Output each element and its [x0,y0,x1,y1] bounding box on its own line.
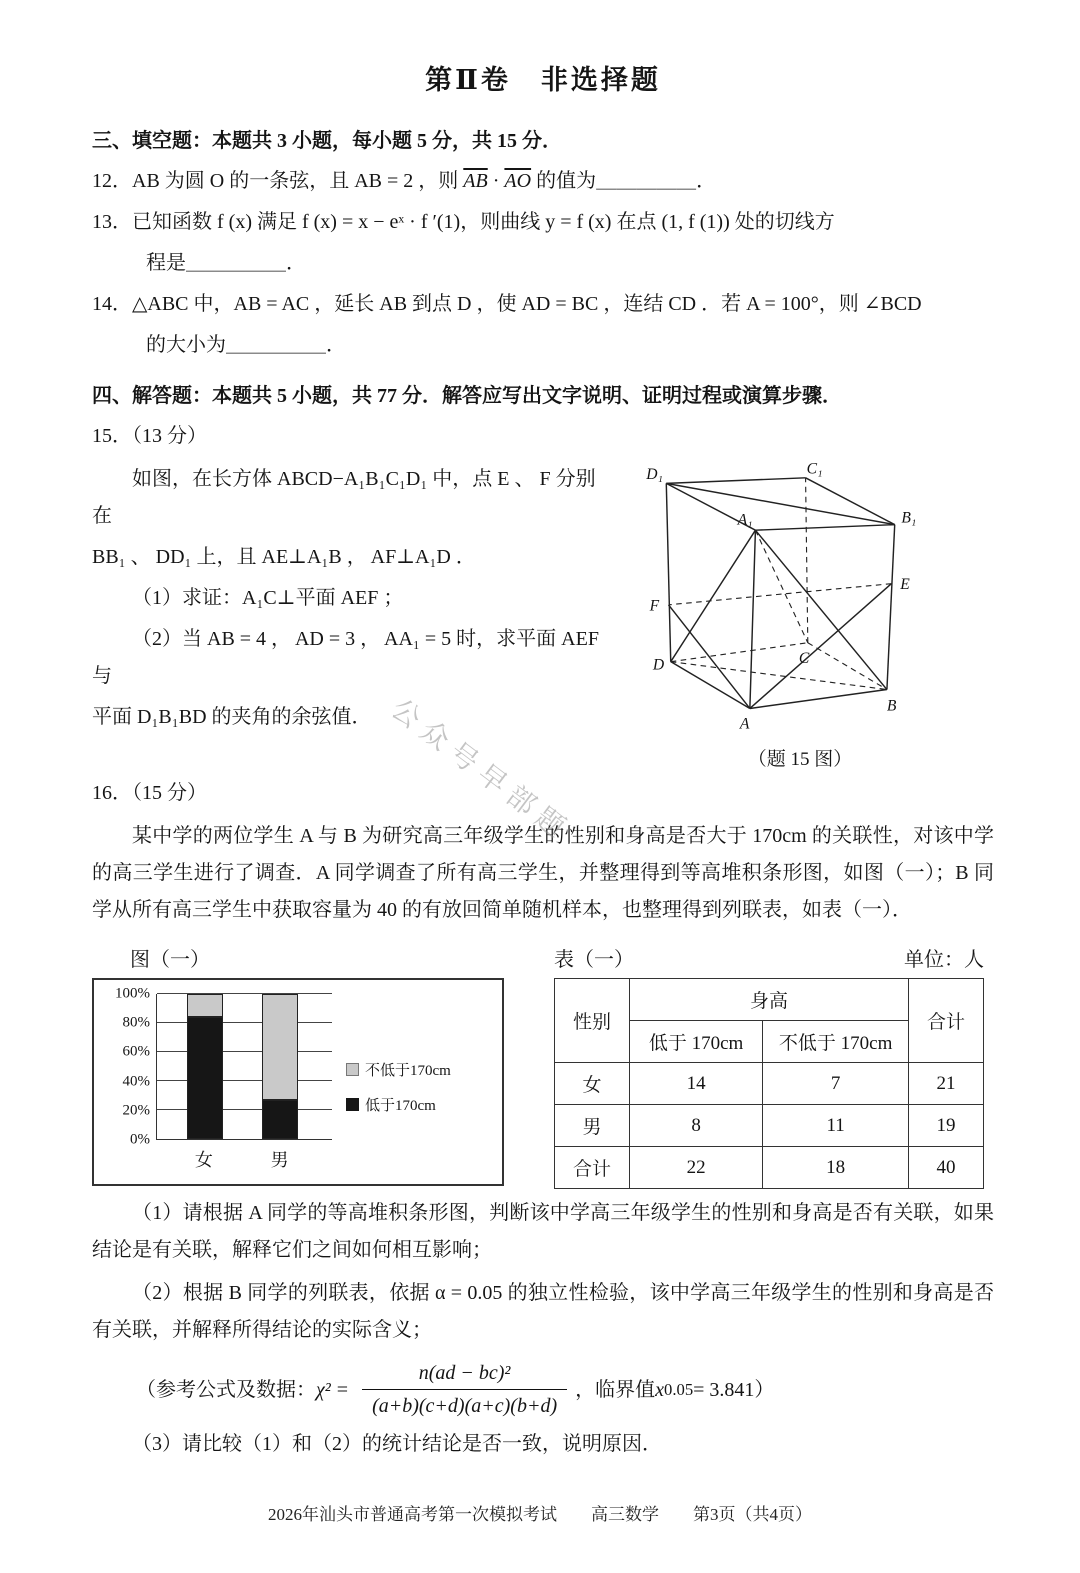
gridline [157,993,332,994]
fraction-denominator: (a+b)(c+d)(a+c)(b+d) [362,1389,567,1420]
table-row-male [555,1105,984,1147]
legend-label: 不低于170cm [365,1063,451,1079]
gridline [157,1109,332,1110]
formula-mid: ，临界值 [575,1378,656,1401]
vector-ao: $\overline{AO}$ [504,170,532,192]
q12-text-post: 的值为 [531,170,597,192]
table-title: 表（一） [554,949,634,971]
cell-female-label: 女 [555,1063,630,1105]
header-above-170: 不低于 170cm [763,1021,909,1063]
vertex-label-c1: C₁ [806,461,823,478]
fraction-numerator: n(ad − bc)² [418,1362,511,1384]
cell-female-low: 14 [629,1063,762,1105]
cell-male-high: 11 [763,1105,909,1147]
header-total: 合计 [909,979,984,1063]
section-3-desc: 本题共 3 小题，每小题 5 分，共 15 分． [212,130,562,152]
cell-male-low: 8 [629,1105,762,1147]
header-height: 身高 [629,979,908,1021]
page-footer: 2026年汕头市普通高考第一次模拟考试 高三数学 第3页（共4页） [268,1505,812,1524]
y-tick: 80% [122,1014,150,1031]
question-16-intro: 某中学的两位学生 A 与 B 为研究高三年级学生的性别和身高是否大于 170cm 的关联性，对该中学的高三学生进行了调查．A 同学调查了所有高三学生，并整理得到等高堆积条形图，如图（一）；B 同学从所有高三学生中获取容量为 40 的有放回简单随机样本，也整理得到列联表，如表（一）． [92,825,994,921]
reference-formula [136,1359,994,1420]
table-caption-row [554,943,984,972]
q16-part1: （1）请根据 A 同学的等高堆积条形图，判断该中学高三年级学生的性别和身高是否有关联，如果结论是有关联，解释它们之间如何相互影响； [92,1202,994,1261]
table-row-female [555,1063,984,1105]
gridline [157,1080,332,1081]
bar-segment [262,994,298,1100]
legend-label: 低于170cm [365,1098,436,1114]
page-title: 第Ⅱ卷 非选择题 [425,65,661,95]
cell-female-high: 7 [763,1063,909,1105]
q12-period: ． [696,170,717,192]
section-3-label: 三、填空题： [92,130,212,152]
legend-item [346,1059,451,1080]
section-solutions [92,378,994,1463]
q12-text: 12．AB 为圆 O 的一条弦，且 AB = 2 ，则 [92,170,464,192]
x-label: 女 [194,1150,213,1170]
bar-0 [187,994,223,1139]
section-4-label: 四、解答题： [92,385,212,407]
question-15-number: 15．（13 分） [92,425,207,447]
vertex-label-b1: B₁ [901,509,917,527]
formula-pre: （参考公式及数据： [136,1378,316,1401]
chart-and-table [92,943,994,1189]
x-axis-labels [156,1140,332,1170]
vertex-label-b: B [886,697,897,715]
q15-p1: 如图，在长方体 ABCD−A₁B₁C₁D₁ 中，点 E 、 F 分别在 [92,468,596,527]
stacked-bar-chart [92,978,504,1186]
q15-part2-cont: 平面 D₁B₁BD 的夹角的余弦值． [92,706,372,728]
plot-column [156,994,332,1180]
x-label: 男 [270,1150,289,1170]
y-tick: 0% [130,1131,150,1148]
y-tick: 20% [122,1102,150,1119]
y-tick: 60% [122,1043,150,1060]
formula-tail: = 3.841） [693,1378,775,1401]
cell-male-label: 男 [555,1105,630,1147]
section-3-header [92,123,994,159]
question-15 [92,457,994,771]
q16-part3: （3）请比较（1）和（2）的统计结论是否一致，说明原因． [132,1433,662,1455]
figure-15-caption: （题 15 图） [747,749,853,770]
vertex-label-e: E [900,576,910,594]
dot-operator: · [487,170,505,192]
contingency-table [554,978,984,1189]
gridline [157,1051,332,1052]
chart-legend [346,994,451,1180]
critical-value-sub: 0.05 [664,1379,694,1399]
y-tick: 40% [122,1073,150,1090]
cell-total-high: 18 [763,1147,909,1189]
cell-male-total: 19 [909,1105,984,1147]
question-15-text [92,457,606,771]
cell-female-total: 21 [909,1063,984,1105]
q16-part2: （2）根据 B 同学的列联表，依据 α = 0.05 的独立性检验，该中学高三年级学生的性别和身高是否有关联，并解释所得结论的实际含义； [92,1282,994,1341]
legend-item [346,1094,451,1115]
table-row-total [555,1147,984,1189]
legend-swatch [346,1098,359,1111]
q15-p2: BB₁ 、 DD₁ 上，且 AE⊥A₁B ， AF⊥A₁D ． [92,546,476,568]
question-13-line1: 13．已知函数 f (x) 满足 f (x) = x − eˣ · f ′(1)，则曲线 y = f (x) 在点 (1, f (1)) 处的切线方 [92,211,835,233]
section-4-desc: 本题共 5 小题，共 77 分．解答应写出文字说明、证明过程或演算步骤． [212,385,842,407]
table-unit: 单位：人 [904,949,984,971]
section-4-header [92,378,994,414]
bar-segment [187,1017,223,1139]
cell-total-label: 合计 [555,1147,630,1189]
q15-part1: （1）求证：A₁C⊥平面 AEF ； [132,587,404,609]
cuboid-figure [644,461,956,742]
bar-segment [187,994,223,1017]
table-column [554,943,984,1189]
gridline [157,1022,332,1023]
bar-1 [262,994,298,1139]
header-below-170: 低于 170cm [629,1021,762,1063]
vertex-label-a1: A₁ [737,511,753,529]
vertex-label-a: A [739,715,750,733]
chart-column [92,943,532,1186]
cell-total-total: 40 [909,1147,984,1189]
vector-ab: $\overline{AB}$ [463,170,488,192]
answer-blank: ＿＿＿＿＿ [596,170,697,192]
plot-area [156,994,332,1140]
vertex-label-d1: D₁ [646,465,663,483]
cell-total-low: 22 [629,1147,762,1189]
question-16-number: 16．（15 分） [92,782,207,804]
vertex-label-c: C [798,649,810,667]
y-tick: 100% [115,985,150,1002]
question-14-line2: 的大小为＿＿＿＿＿． [146,334,346,356]
legend-swatch [346,1063,359,1076]
question-12 [92,163,994,200]
vertex-label-d: D [652,656,665,674]
y-axis [104,985,156,1148]
watermark: 公众号早部题 [385,693,577,849]
critical-value-var: x [655,1378,664,1401]
header-gender: 性别 [555,979,630,1063]
question-15-figure [606,457,994,771]
chi-square-symbol: χ² [316,1378,331,1401]
question-13-line2: 程是＿＿＿＿＿． [146,252,306,274]
vertex-label-f: F [649,597,660,615]
bar-segment [262,1100,298,1139]
equals-sign: = [336,1378,349,1401]
section-fill-in [92,123,994,364]
chi-square-fraction [362,1359,567,1420]
question-14-line1: 14．△ABC 中，AB = AC ，延长 AB 到点 D ，使 AD = BC ，连结 CD ．若 A = 100°，则 ∠BCD [92,293,922,315]
q15-part2: （2）当 AB = 4 ， AD = 3 ， AA₁ = 5 时，求平面 AEF 与 [92,628,599,687]
chart-title: 图（一） [130,949,210,971]
